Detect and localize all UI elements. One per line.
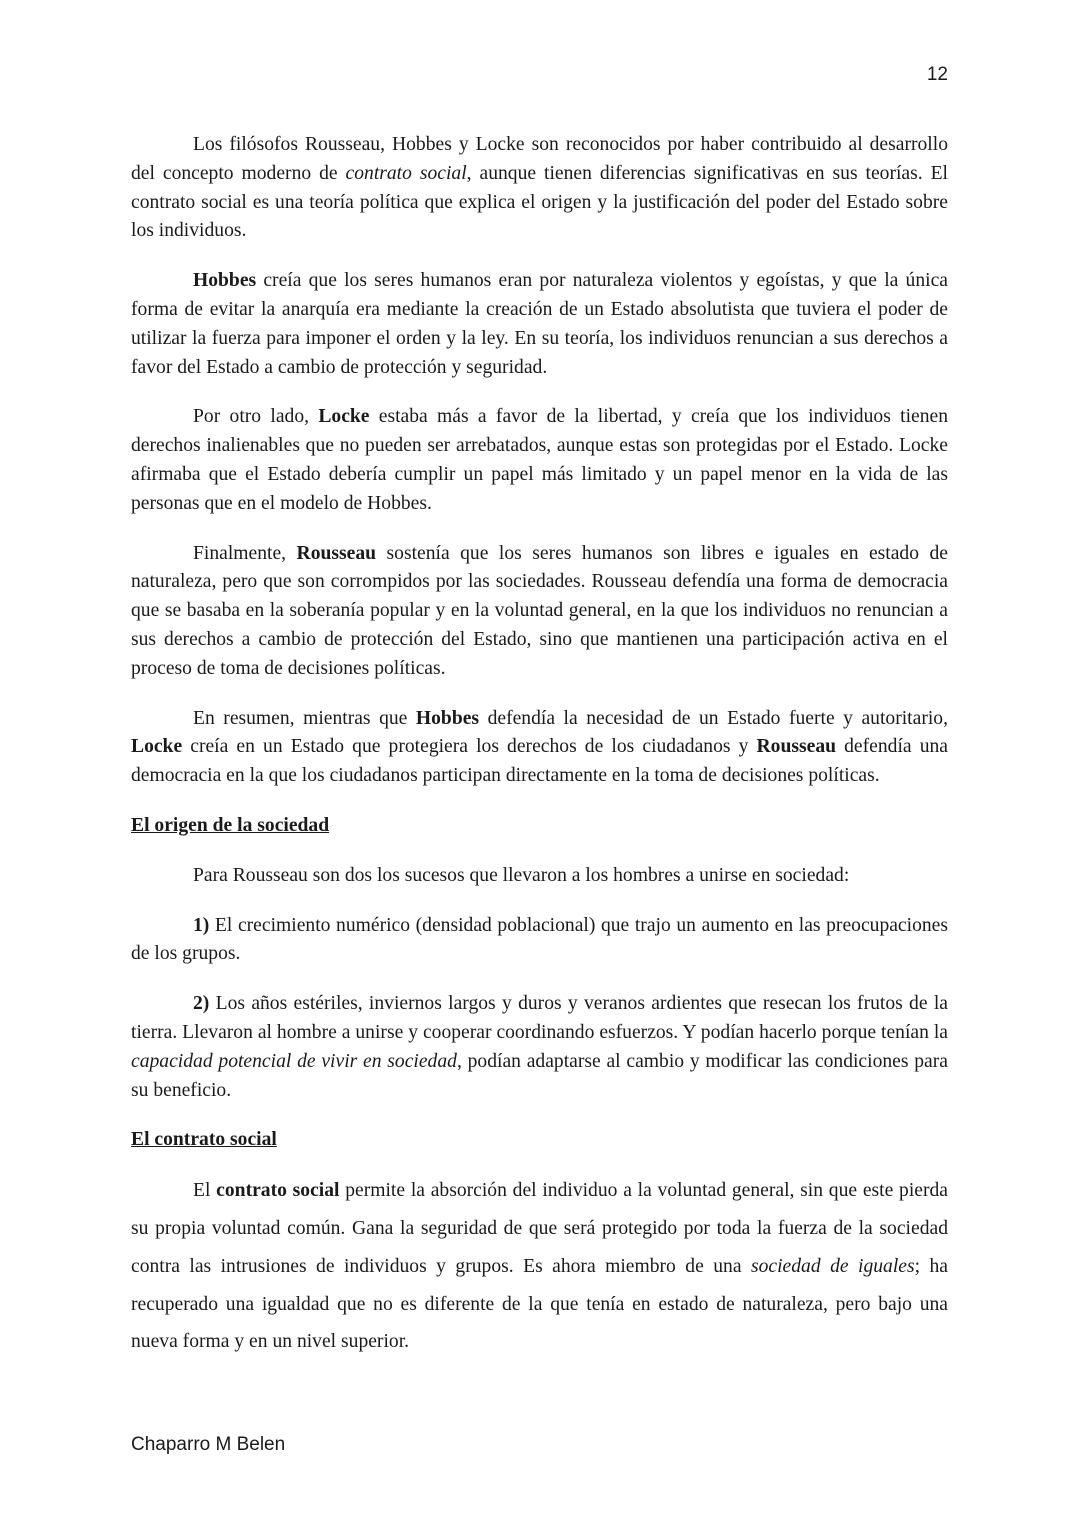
paragraph — [131, 403, 948, 518]
document-body — [131, 131, 948, 1382]
section-heading — [131, 1126, 948, 1155]
bold-text: contrato social — [216, 1180, 340, 1202]
text: defendía la necesidad de un Estado fuerte y autoritario, — [479, 707, 948, 729]
text: Para Rousseau son dos los sucesos que llevaron a los hombres a unirse en sociedad: — [193, 864, 850, 886]
text: El crecimiento numérico (densidad poblacional) que trajo un aumento en las preocupaciones de los grupos. — [131, 914, 948, 965]
text: , podían adaptarse al cambio y modificar las condiciones para su beneficio. — [131, 1050, 948, 1101]
bold-text: Rousseau — [296, 542, 377, 564]
text: El origen de la sociedad — [131, 814, 330, 836]
text: Finalmente, — [193, 542, 297, 564]
paragraph — [131, 1172, 948, 1361]
bold-text: Locke — [131, 736, 183, 758]
bold-text: Hobbes — [193, 270, 257, 292]
page-number: 12 — [926, 64, 948, 85]
bold-text: 1) — [193, 914, 210, 936]
text: estaba más a favor de la libertad, y creía que los individuos tienen derechos inalienables que no pueden ser arrebatados, aunque estas son protegidas por el Estado. Locke afirmaba que el Estado debería cumplir un papel más limitado y un papel menor en la vida de las personas que en el modelo de Hobbes. — [131, 406, 948, 514]
text: ; ha recuperado una igualdad que no es diferente de la que tenía en estado de naturaleza, pero bajo una nueva forma y en un nivel superior. — [131, 1255, 948, 1353]
text: permite la absorción del individuo a la voluntad general, sin que este pierda su propia voluntad común. Gana la seguridad de que será protegido por toda la fuerza de la sociedad contra las intrusiones de individuos y grupos. Es ahora miembro de una — [131, 1180, 949, 1277]
paragraph — [131, 862, 948, 891]
paragraph — [131, 131, 948, 246]
bold-text: Rousseau — [756, 736, 837, 758]
paragraph — [131, 990, 948, 1105]
bold-text: Locke — [318, 406, 370, 428]
paragraph — [131, 912, 948, 970]
text: creía que los seres humanos eran por naturaleza violentos y egoístas, y que la única forma de evitar la anarquía era mediante la creación de un Estado absolutista que tuviera el poder de utilizar la fuerza para imponer el orden y la ley. En su teoría, los individuos renuncian a sus derechos a favor del Estado a cambio de protección y seguridad. — [131, 270, 948, 378]
text: sostenía que los seres humanos son libres e iguales en estado de naturaleza, pero que son corrompidos por las sociedades. Rousseau defendía una forma de democracia que se basaba en la soberanía popular y en la voluntad general, en la que los individuos no renuncian a sus derechos a cambio de protección del Estado, sino que mantienen una participación activa en el proceso de toma de decisiones políticas. — [131, 542, 948, 679]
paragraph — [131, 540, 948, 684]
section-heading — [131, 812, 948, 841]
text: , aunque tienen diferencias significativas en sus teorías. El contrato social es una teoría política que explica el origen y la justificación del poder del Estado sobre los individuos. — [131, 162, 948, 242]
text: En resumen, mientras que — [193, 707, 416, 729]
paragraph — [131, 267, 948, 382]
bold-text: Hobbes — [415, 707, 480, 729]
bold-text: 2) — [193, 993, 210, 1015]
text: Los años estériles, inviernos largos y duros y veranos ardientes que resecan los frutos de la tierra. Llevaron al hombre a unirse y cooperar coordinando esfuerzos. Y podían hacerlo porque tenían la — [131, 993, 948, 1043]
italic-text: sociedad de iguales — [750, 1255, 915, 1277]
italic-text: contrato social — [345, 162, 467, 184]
text: defendía una democracia en la que los ciudadanos participan directamente en la toma de decisiones políticas. — [131, 736, 948, 787]
text: creía en un Estado que protegiera los derechos de los ciudadanos y — [182, 736, 757, 758]
paragraph — [131, 705, 948, 791]
text: El — [193, 1180, 217, 1202]
italic-text: capacidad potencial de vivir en sociedad — [131, 1050, 457, 1072]
text: Por otro lado, — [193, 406, 319, 428]
text: El contrato social — [131, 1129, 277, 1151]
text: Los filósofos Rousseau, Hobbes y Locke son reconocidos por haber contribuido al desarrollo del concepto moderno de — [131, 134, 948, 184]
footer-author: Chaparro M Belen — [131, 1434, 286, 1455]
